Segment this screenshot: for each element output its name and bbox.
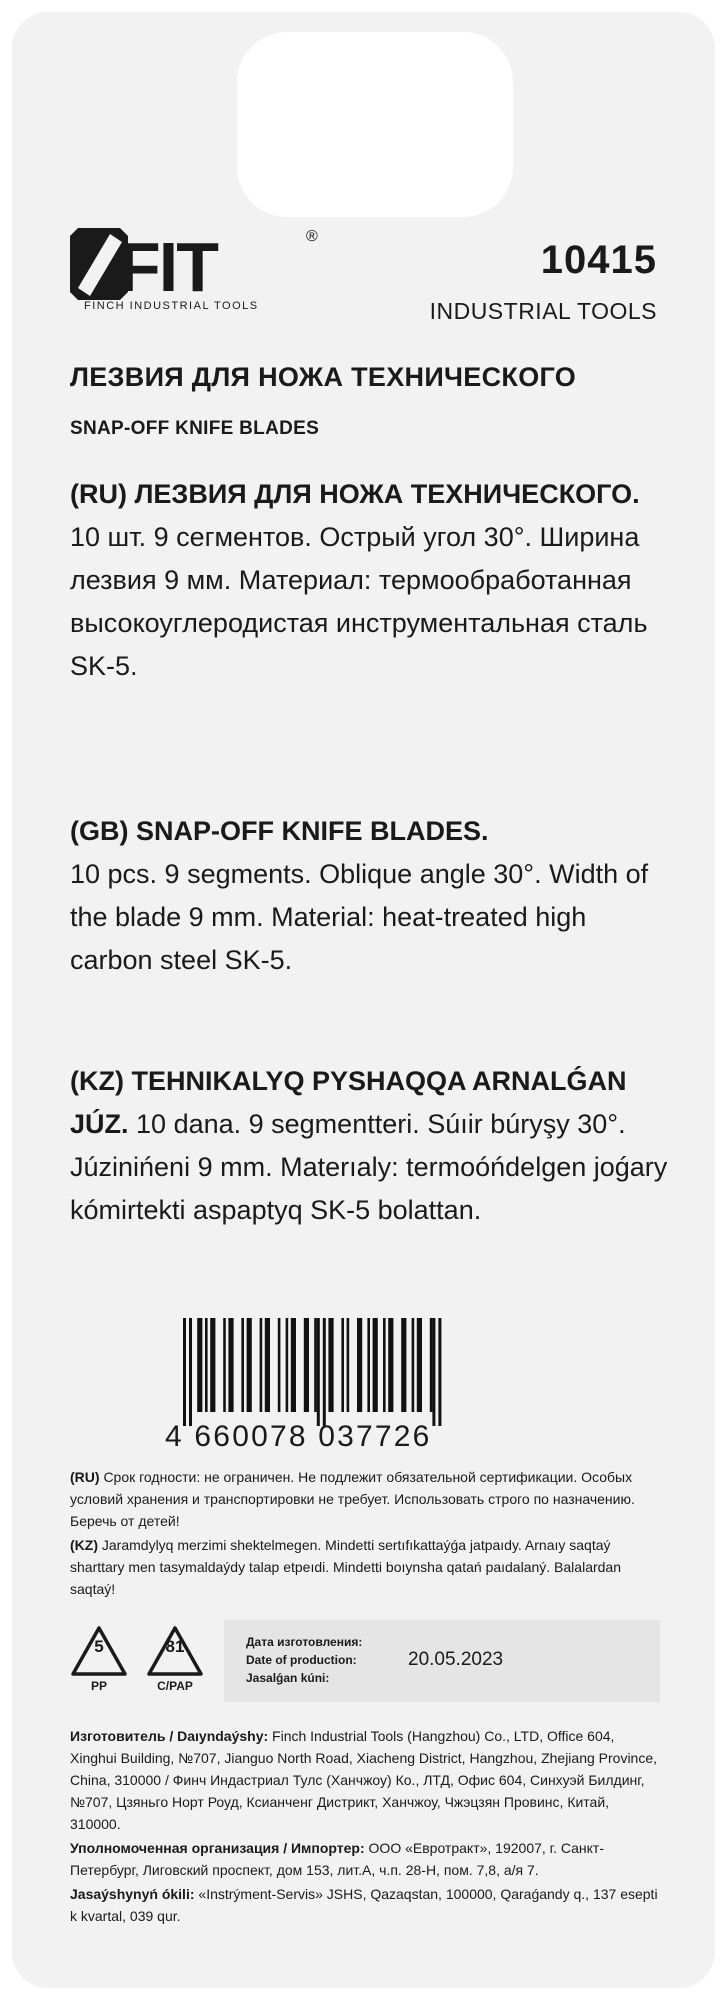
barcode-bar xyxy=(247,1318,252,1412)
description-gb-heading: (GB) SNAP-OFF KNIFE BLADES. xyxy=(70,816,489,846)
barcode-bar xyxy=(347,1318,350,1412)
barcode-bar xyxy=(401,1318,406,1412)
recycle-cpap-icon xyxy=(146,1625,204,1697)
storage-note-kz xyxy=(70,1534,660,1600)
recycle-pp-icon xyxy=(70,1625,128,1697)
importer-kz-label: Jasaýshynyń ókili: xyxy=(70,1886,195,1902)
manufacturer-info xyxy=(70,1725,660,1927)
barcode-bar xyxy=(291,1318,296,1412)
barcode-bar xyxy=(314,1318,317,1412)
importer-text: ООО «Евротракт», 192007, г. Санкт-Петербург, Лиговский проспект, дом 153, лит.А, ч.п. 28-Н, пом. 7,8, а/я 7. xyxy=(70,1840,604,1878)
recycle-label: C/PAP xyxy=(157,1679,193,1693)
manufacturer-text: Finch Industrial Tools (Hangzhou) Co., LTD, Office 604, Xinghui Building, №707, Jianguo North Road, Xiacheng District, Hangzhou, Zhejiang Province, China, 310000 / Финч Индастриал Тулс (Ханчжоу) Ко., ЛТД, Офис 604, Синхуэй Билдинг, №707, Цзяньго Норт Роуд, Ксианченг Дистрикт, Ханчжоу, Чжэцзян Провинс, Китай, 310000. xyxy=(70,1728,658,1832)
barcode-bar xyxy=(228,1318,233,1412)
description-kz-body: 10 dana. 9 segmentteri. Súıir búryşy 30°. Júzinińeni 9 mm. Materıaly: termoóńdelgen joǵary kómirtekti aspaptyq SK-5 bolattan. xyxy=(70,1109,668,1225)
barcode-bar xyxy=(432,1318,435,1426)
barcode-bar xyxy=(367,1318,370,1412)
storage-note-kz-prefix: (KZ) xyxy=(70,1537,98,1553)
hang-hole xyxy=(237,32,513,217)
barcode-bar xyxy=(417,1318,422,1412)
barcode-bar xyxy=(278,1318,281,1412)
importer-label: Уполномоченная организация / Импортер: xyxy=(70,1840,365,1856)
barcode-bar xyxy=(197,1318,202,1412)
registered-mark: ® xyxy=(306,228,318,245)
production-date-labels xyxy=(246,1633,362,1687)
barcode-bar xyxy=(317,1318,320,1426)
storage-note-ru xyxy=(70,1466,660,1532)
barcode-bar xyxy=(341,1318,344,1412)
manufacturer-block xyxy=(70,1725,660,1835)
barcode-bars xyxy=(165,1318,523,1428)
description-ru-body: 10 шт. 9 сегментов. Острый угол 30°. Ширина лезвия 9 мм. Материал: термообработанная высокоуглеродистая инструментальная сталь SK-5. xyxy=(70,522,648,681)
barcode-bar xyxy=(323,1318,326,1426)
production-label-kz: Jasalǵan kúni: xyxy=(246,1671,330,1685)
recycle-number: 81 xyxy=(165,1637,185,1656)
category-label: INDUSTRIAL TOOLS xyxy=(429,298,657,324)
production-date: 20.05.2023 xyxy=(408,1649,504,1670)
barcode-bar xyxy=(383,1318,386,1412)
recycle-label: PP xyxy=(90,1679,107,1693)
barcode-bar xyxy=(304,1318,309,1412)
barcode xyxy=(165,1318,523,1412)
barcode-bar xyxy=(373,1318,378,1412)
barcode-bar xyxy=(412,1318,415,1412)
production-date-box xyxy=(224,1620,660,1702)
logo-tagline: FINCH INDUSTRIAL TOOLS xyxy=(84,300,259,312)
barcode-bar xyxy=(210,1318,215,1412)
importer-kz-block xyxy=(70,1883,660,1927)
importer-kz-text: «Instrýment-Servis» JSHS, Qazaqstan, 100000, Qaraǵandy q., 137 esepti k kvartal, 039 qur. xyxy=(70,1886,658,1924)
production-label-ru: Дата изготовления: xyxy=(246,1635,363,1649)
fit-logo xyxy=(70,228,330,316)
barcode-bar xyxy=(265,1318,270,1412)
storage-note-kz-text: Jaramdylyq merzimi shektelmegen. Mindetti sertıfıkattaýǵa jatpaıdy. Arnaıy saqtaý sharttary men tasymaldaýdy talap etpeıdi. Mindetti boıynsha qatań paıdalaný. Balalardan saqtaý! xyxy=(70,1537,621,1597)
description-kz-heading: (KZ) TEHNIKALYQ PYSHAQQA ARNALǴAN JÚZ. xyxy=(70,1066,627,1139)
barcode-bar xyxy=(357,1318,362,1412)
manufacturer-label: Изготовитель / Daıyndaýshy: xyxy=(70,1728,269,1744)
barcode-bar xyxy=(438,1318,441,1426)
storage-note-ru-text: Срок годности: не ограничен. Не подлежит обязательной сертификации. Особых условий хранения и транспортировки не требует. Использовать строго по назначению. Беречь от детей! xyxy=(70,1469,635,1529)
barcode-bar xyxy=(286,1318,289,1412)
barcode-bar xyxy=(328,1318,333,1412)
barcode-number: 4 660078 037726 xyxy=(165,1420,432,1453)
barcode-bar xyxy=(430,1318,433,1412)
production-label-en: Date of production: xyxy=(246,1653,357,1667)
description-gb-body: 10 pcs. 9 segments. Oblique angle 30°. Width of the blade 9 mm. Material: heat-treated high carbon steel SK-5. xyxy=(70,859,649,975)
barcode-bar xyxy=(241,1318,244,1412)
barcode-bar xyxy=(388,1318,393,1412)
importer-block xyxy=(70,1837,660,1881)
barcode-bar xyxy=(205,1318,208,1412)
barcode-bar xyxy=(183,1318,186,1426)
description-kz xyxy=(70,1060,670,1232)
barcode-bar xyxy=(189,1318,192,1426)
title-ru: ЛЕЗВИЯ ДЛЯ НОЖА ТЕХНИЧЕСКОГО xyxy=(70,362,577,392)
title-en: SNAP-OFF KNIFE BLADES xyxy=(70,418,320,439)
description-ru-heading: (RU) ЛЕЗВИЯ ДЛЯ НОЖА ТЕХНИЧЕСКОГО. xyxy=(70,479,640,509)
barcode-bar xyxy=(223,1318,226,1412)
logo-text: FIT xyxy=(118,228,217,306)
barcode-bar xyxy=(260,1318,263,1412)
description-ru xyxy=(70,473,670,688)
storage-note-ru-prefix: (RU) xyxy=(70,1469,100,1485)
recycle-number: 5 xyxy=(94,1637,104,1656)
description-gb xyxy=(70,810,670,982)
article-number: 10415 xyxy=(540,238,657,282)
